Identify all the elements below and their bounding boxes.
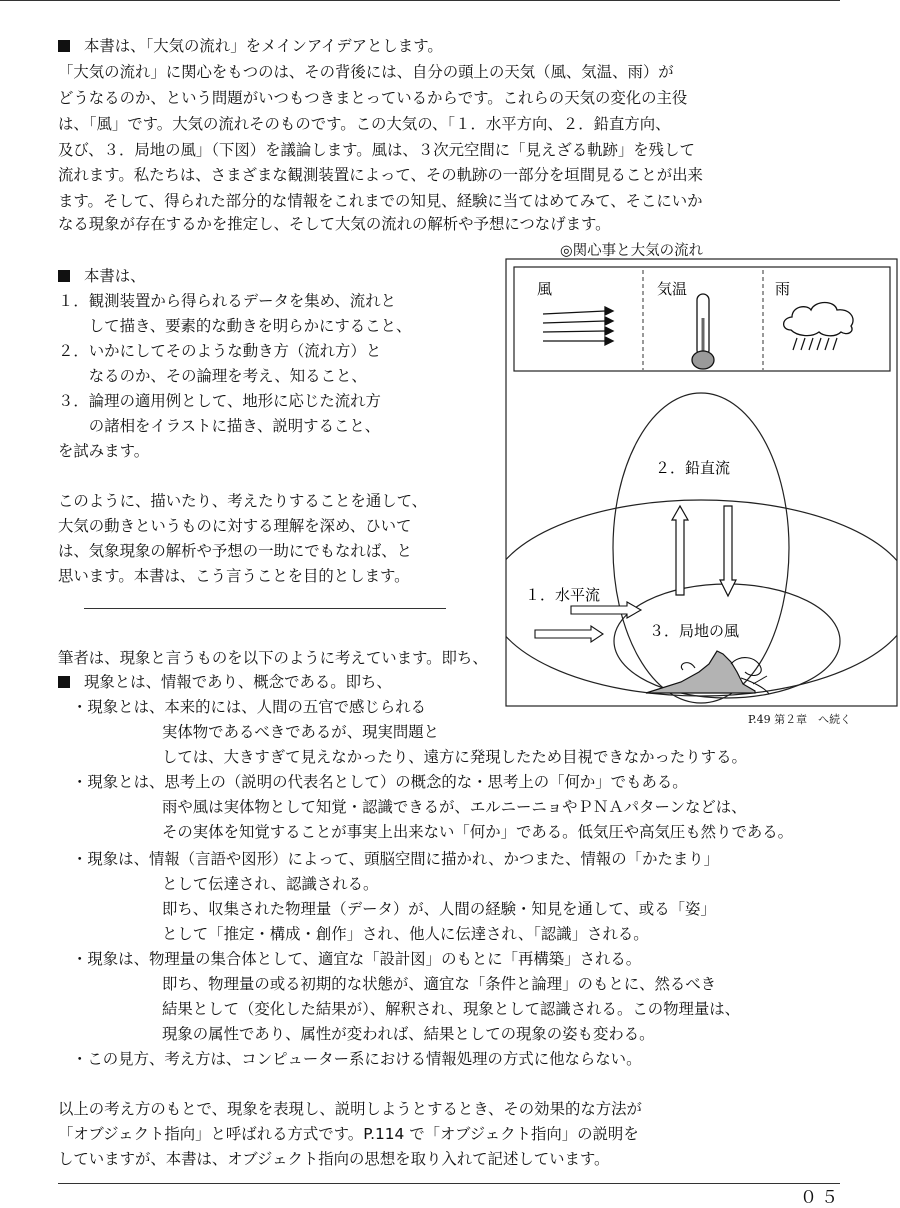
- aims-item: して描き、要素的な動きを明らかにすること、: [58, 317, 412, 335]
- aims-item: ２．いかにしてそのような動き方（流れ方）と: [58, 342, 382, 360]
- phenomena-detail: しては、大きすぎて見えなかったり、遠方に発現したため目視できなかったりする。: [162, 748, 747, 766]
- vertical-flow-label: ２．鉛直流: [655, 459, 731, 477]
- phenomena-bullet: ・現象は、情報（言語や図形）によって、頭脳空間に描かれ、かつまた、情報の「かたまり」: [72, 850, 720, 868]
- page-number: ０５: [800, 1188, 842, 1208]
- local-wind-label: ３．局地の風: [649, 622, 740, 640]
- intro-line: なる現象が存在するかを推定し、そして大気の流れの解析や予想につなげます。: [58, 215, 611, 233]
- atmosphere-flow-figure: [505, 258, 898, 707]
- square-bullet-icon: [58, 676, 70, 688]
- phenomena-heading: 現象とは、情報であり、概念である。即ち、: [58, 672, 392, 692]
- purpose-line: 大気の動きというものに対する理解を深め、ひいて: [58, 517, 412, 535]
- intro-line: ます。そして、得られた部分的な情報をこれまでの知見、経験に当てはめてみて、そこにいか: [58, 192, 703, 210]
- phenomena-bullet: ・現象は、物理量の集合体として、適宜な「設計図」のもとに「再構築」される。: [72, 950, 642, 968]
- aims-item: １．観測装置から得られるデータを集め、流れと: [58, 292, 396, 310]
- phenomena-detail: 結果として（変化した結果が）、解釈され、現象として認識される。この物理量は、: [162, 1000, 741, 1018]
- rain-label: 雨: [775, 280, 791, 298]
- phenomena-detail: 雨や風は実体物として知覚・認識できるが、エルニーニョやＰＮＡパターンなどは、: [162, 798, 747, 816]
- phenomena-bullet: ・この見方、考え方は、コンピューター系における情報処理の方式に他ならない。: [72, 1050, 642, 1068]
- phenomena-detail: 現象の属性であり、属性が変われば、結果としての現象の姿も変わる。: [162, 1025, 655, 1043]
- phenomena-detail: その実体を知覚することが事実上出来ない「何か」である。低気圧や高気圧も然りである。: [162, 823, 794, 841]
- temperature-label: 気温: [657, 280, 688, 298]
- aims-item: を試みます。: [58, 442, 150, 460]
- purpose-line: は、気象現象の解析や予想の一助にでもなれば、と: [58, 542, 412, 560]
- section-divider: [84, 608, 446, 609]
- phenomena-detail: 実体物であるべきであるが、現実問題と: [162, 723, 440, 741]
- intro-line: は、「風」です。大気の流れそのものです。この大気の、「１．水平方向、２．鉛直方向、: [58, 115, 671, 133]
- square-bullet-icon: [58, 40, 70, 52]
- aims-item: なるのか、その論理を考え、知ること、: [58, 367, 367, 385]
- closing-line: していますが、本書は、オブジェクト指向の思想を取り入れて記述しています。: [58, 1150, 610, 1168]
- phenomena-bullet: ・現象とは、思考上の（説明の代表名として）の概念的な・思考上の「何か」でもある。: [72, 773, 688, 791]
- intro-heading: 本書は、「大気の流れ」をメインアイデアとします。: [58, 36, 443, 56]
- intro-line: 流れます。私たちは、さまざまな観測装置によって、その軌跡の一部分を垣間見ることが出来: [58, 166, 703, 184]
- aims-item: の諸相をイラストに描き、説明すること、: [58, 417, 381, 435]
- top-rule: [0, 0, 840, 1]
- phenomena-detail: 即ち、収集された物理量（データ）が、人間の経験・知見を通して、或る「姿」: [162, 900, 716, 918]
- phenomena-intro: 筆者は、現象と言うものを以下のように考えています。即ち、: [58, 649, 488, 667]
- purpose-line: 思います。本書は、こう言うことを目的とします。: [58, 567, 410, 585]
- intro-line: 「大気の流れ」に関心をもつのは、その背後には、自分の頭上の天気（風、気温、雨）が: [58, 63, 674, 81]
- aims-item: ３．論理の適用例として、地形に応じた流れ方: [58, 392, 381, 410]
- closing-line: 「オブジェクト指向」と呼ばれる方式です。P.114 で「オブジェクト指向」の説明を: [58, 1125, 639, 1143]
- phenomena-bullet: ・現象とは、本来的には、人間の五官で感じられる: [72, 698, 426, 716]
- purpose-line: このように、描いたり、考えたりすることを通して、: [58, 492, 428, 510]
- phenomena-detail: として伝達され、認識される。: [162, 875, 379, 893]
- aims-heading: 本書は、: [58, 266, 146, 286]
- intro-line: 及び、３．局地の風」（下図）を議論します。風は、３次元空間に「見えざる軌跡」を残して: [58, 141, 695, 159]
- wind-label: 風: [537, 280, 553, 298]
- horizontal-flow-label: １．水平流: [525, 586, 601, 604]
- intro-line: どうなるのか、という問題がいつもつきまとっているからです。これらの天気の変化の主役: [58, 89, 688, 107]
- phenomena-detail: 即ち、物理量の或る初期的な状態が、適宜な「条件と論理」のもとに、然るべき: [162, 975, 717, 993]
- figure-footnote: P.49 第２章 へ続く: [748, 713, 852, 726]
- figure-caption: ◎関心事と大気の流れ: [560, 243, 704, 259]
- square-bullet-icon: [58, 270, 70, 282]
- closing-line: 以上の考え方のもとで、現象を表現し、説明しようとするとき、その効果的な方法が: [58, 1100, 642, 1118]
- phenomena-detail: として「推定・構成・創作」され、他人に伝達され、「認識」される。: [162, 925, 649, 943]
- bottom-rule: [58, 1183, 840, 1184]
